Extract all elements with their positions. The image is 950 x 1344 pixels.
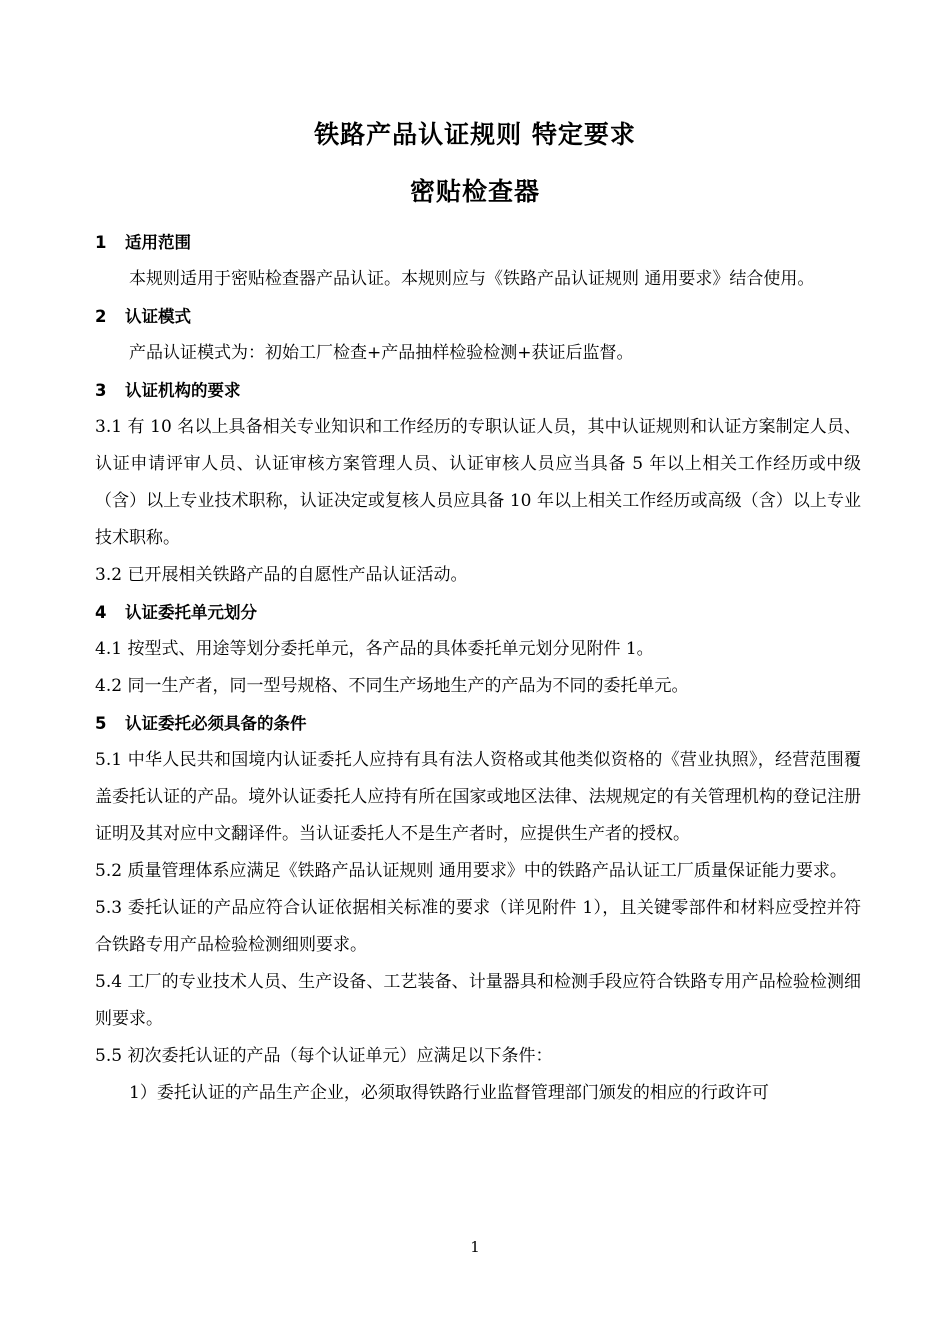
paragraph: 4.2 同一生产者，同一型号规格、不同生产场地生产的产品为不同的委托单元。 <box>95 676 689 696</box>
paragraph: 5.2 质量管理体系应满足《铁路产品认证规则 通用要求》中的铁路产品认证工厂质量保证能力要求。 <box>95 861 847 881</box>
section-heading <box>95 298 861 335</box>
section-number: 4 <box>95 603 107 622</box>
paragraph: 5.5 初次委托认证的产品（每个认证单元）应满足以下条件： <box>95 1046 553 1066</box>
document-title: 铁路产品认证规则 特定要求 <box>314 120 636 149</box>
paragraph: 本规则适用于密贴检查器产品认证。本规则应与《铁路产品认证规则 通用要求》结合使用。 <box>129 269 815 289</box>
paragraph: 5.4 工厂的专业技术人员、生产设备、工艺装备、计量器具和检测手段应符合铁路专用产品检验检测细则要求。 <box>95 972 861 1029</box>
page-number: 1 <box>470 1238 480 1256</box>
paragraph: 3.2 已开展相关铁路产品的自愿性产品认证活动。 <box>95 565 468 585</box>
section-number: 5 <box>95 714 107 733</box>
paragraph: 5.1 中华人民共和国境内认证委托人应持有具有法人资格或其他类似资格的《营业执照》，经营范围覆盖委托认证的产品。境外认证委托人应持有所在国家或地区法律、法规规定的有关管理机构的登记注册证明及其对应中文翻译件。当认证委托人不是生产者时，应提供生产者的授权。 <box>95 750 861 844</box>
section-heading <box>95 224 861 261</box>
document-body <box>95 224 861 1112</box>
paragraph: 产品认证模式为：初始工厂检查+产品抽样检验检测+获证后监督。 <box>129 343 634 363</box>
paragraph: 3.1 有 10 名以上具备相关专业知识和工作经历的专职认证人员，其中认证规则和认证方案制定人员、认证申请评审人员、认证审核方案管理人员、认证审核人员应当具备 5 年以上相关工作经历或中级（含）以上专业技术职称，认证决定或复核人员应具备 10 年以上相关工作经历或高级（含）以上专业技术职称。 <box>95 417 861 548</box>
paragraph: 1）委托认证的产品生产企业，必须取得铁路行业监督管理部门颁发的相应的行政许可 <box>129 1083 769 1103</box>
section-title: 认证模式 <box>125 307 191 326</box>
section-title: 认证委托单元划分 <box>125 603 257 622</box>
section-heading <box>95 372 861 409</box>
section-heading <box>95 594 861 631</box>
section-number: 3 <box>95 381 107 400</box>
section-title: 认证机构的要求 <box>125 381 241 400</box>
paragraph: 5.3 委托认证的产品应符合认证依据相关标准的要求（详见附件 1），且关键零部件和材料应受控并符合铁路专用产品检验检测细则要求。 <box>95 898 861 955</box>
section-heading <box>95 705 861 742</box>
section-number: 1 <box>95 233 107 252</box>
paragraph: 4.1 按型式、用途等划分委托单元，各产品的具体委托单元划分见附件 1。 <box>95 639 654 659</box>
document-subtitle: 密贴检查器 <box>409 177 540 206</box>
section-title: 认证委托必须具备的条件 <box>125 714 307 733</box>
section-number: 2 <box>95 307 107 326</box>
section-title: 适用范围 <box>125 233 191 252</box>
